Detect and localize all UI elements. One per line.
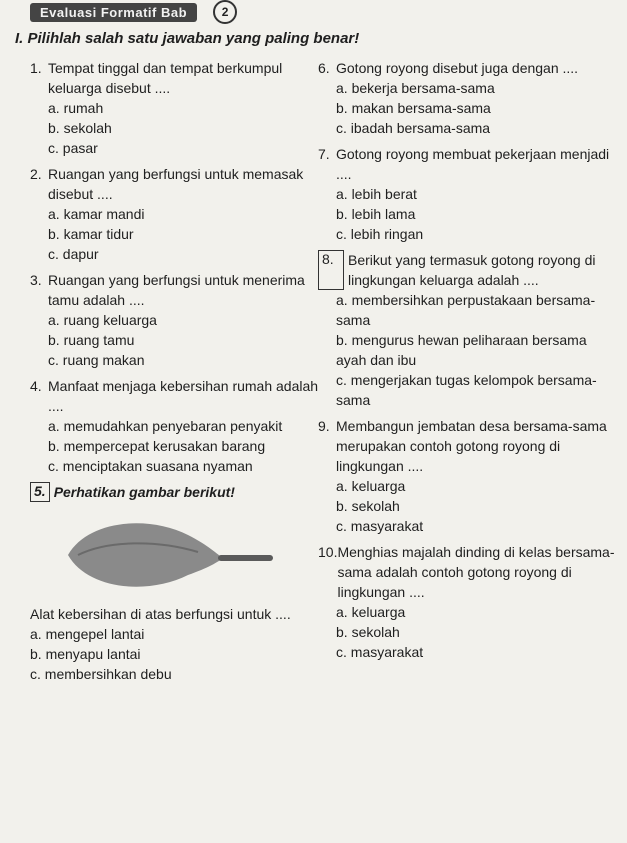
question-5 [30,482,330,684]
option[interactable]: a. bekerja bersama-sama [336,80,495,96]
option[interactable]: c. menciptakan suasana nyaman [48,458,253,474]
question-number: 9. [318,418,330,434]
right-column [318,58,618,668]
option[interactable]: a. lebih berat [336,186,417,202]
option[interactable]: a. mengepel lantai [30,626,145,642]
section-title: I. Pilihlah salah satu jawaban yang paling benar! [15,30,360,47]
option[interactable]: c. lebih ringan [336,226,424,242]
question-stem: Manfaat menjaga kebersihan rumah adalah .... [48,378,319,414]
option[interactable]: b. sekolah [336,498,400,514]
question-10 [318,542,618,662]
option[interactable]: b. kamar tidur [48,226,134,242]
question-stem: Tempat tinggal dan tempat berkumpul keluarga disebut .... [48,60,283,96]
option[interactable]: c. masyarakat [336,518,424,534]
option[interactable]: a. keluarga [336,478,406,494]
option[interactable]: a. membersihkan perpustakaan bersama-sama [336,292,596,328]
question-number: 8. [318,250,344,290]
option[interactable]: a. ruang keluarga [48,312,157,328]
option[interactable]: c. ibadah bersama-sama [336,120,491,136]
option[interactable]: c. dapur [48,246,99,262]
option[interactable]: b. lebih lama [336,206,416,222]
header-title: Evaluasi Formatif Bab [30,3,197,22]
question-number: 2. [30,166,42,182]
option[interactable]: a. kamar mandi [48,206,145,222]
question-9 [318,416,618,536]
question-8 [318,250,618,410]
question-stem: Ruangan yang berfungsi untuk memasak disebut .... [48,166,304,202]
question-7 [318,144,618,244]
question-number: 1. [30,60,42,76]
chapter-header [30,2,237,22]
option[interactable]: c. ruang makan [48,352,145,368]
option[interactable]: c. membersihkan debu [30,666,172,682]
question-number: 4. [30,378,42,394]
option[interactable]: b. mempercepat kerusakan barang [48,438,266,454]
chapter-number-badge: 2 [213,0,237,24]
feather-duster-image [58,510,278,600]
left-column [30,58,330,690]
question-stem: Ruangan yang berfungsi untuk menerima tamu adalah .... [48,272,305,308]
option[interactable]: c. mengerjakan tugas kelompok bersama-sama [336,372,597,408]
option[interactable]: c. masyarakat [336,644,424,660]
question-stem: Membangun jembatan desa bersama-sama merupakan contoh gotong royong di lingkungan .... [336,418,607,474]
question-1 [30,58,330,158]
option[interactable]: b. makan bersama-sama [336,100,491,116]
feather-duster-icon [58,510,278,600]
question-stem: Perhatikan gambar berikut! [53,484,235,500]
option[interactable]: b. sekolah [48,120,112,136]
question-number: 7. [318,146,330,162]
option[interactable]: b. menyapu lantai [30,646,141,662]
option[interactable]: a. memudahkan penyebaran penyakit [48,418,283,434]
question-4 [30,376,330,476]
question-stem: Berikut yang termasuk gotong royong di lingkungan keluarga adalah .... [348,252,596,288]
question-after-text: Alat kebersihan di atas berfungsi untuk .... [30,606,291,622]
option[interactable]: b. mengurus hewan peliharaan bersama ayah dan ibu [336,332,587,368]
question-stem: Gotong royong membuat pekerjaan menjadi .... [336,146,610,182]
question-2 [30,164,330,264]
question-number: 10. [318,544,338,560]
option[interactable]: b. ruang tamu [48,332,135,348]
option[interactable]: a. rumah [48,100,104,116]
option[interactable]: a. keluarga [336,604,406,620]
question-6 [318,58,618,138]
question-number: 3. [30,272,42,288]
question-number: 5. [30,482,50,502]
option[interactable]: b. sekolah [336,624,400,640]
question-stem: Menghias majalah dinding di kelas bersama-sama adalah contoh gotong royong di lingkungan .... [337,544,615,600]
option[interactable]: c. pasar [48,140,98,156]
question-3 [30,270,330,370]
question-stem: Gotong royong disebut juga dengan .... [336,60,579,76]
question-number: 6. [318,60,330,76]
